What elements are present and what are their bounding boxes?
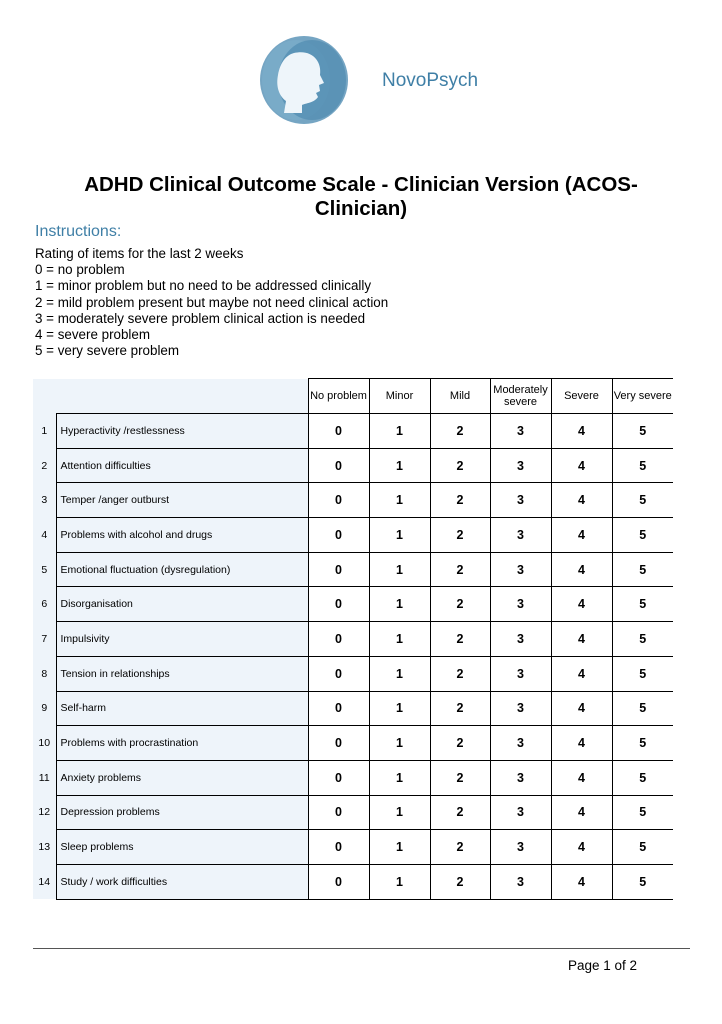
table-row [33, 622, 673, 657]
rating-option[interactable]: 3 [490, 483, 551, 518]
rating-option[interactable]: 1 [369, 795, 430, 830]
column-header-severe: Severe [551, 379, 612, 414]
rating-option[interactable]: 2 [430, 830, 490, 865]
rating-option[interactable]: 1 [369, 622, 430, 657]
rating-option[interactable]: 3 [490, 448, 551, 483]
rating-option[interactable]: 0 [308, 587, 369, 622]
rating-option[interactable]: 5 [612, 483, 673, 518]
rating-option[interactable]: 3 [490, 518, 551, 553]
rating-option[interactable]: 1 [369, 518, 430, 553]
instruction-line: 0 = no problem [35, 262, 125, 278]
rating-option[interactable]: 5 [612, 691, 673, 726]
rating-option[interactable]: 2 [430, 587, 490, 622]
table-row [33, 656, 673, 691]
item-number: 5 [33, 552, 56, 587]
item-label: Problems with alcohol and drugs [56, 518, 308, 553]
rating-option[interactable]: 1 [369, 726, 430, 761]
rating-option[interactable]: 1 [369, 830, 430, 865]
rating-option[interactable]: 4 [551, 448, 612, 483]
rating-option[interactable]: 2 [430, 622, 490, 657]
page-title: ADHD Clinical Outcome Scale - Clinician Version (ACOS-Clinician) [84, 173, 638, 220]
item-label: Impulsivity [56, 622, 308, 657]
rating-option[interactable]: 1 [369, 483, 430, 518]
item-label: Anxiety problems [56, 760, 308, 795]
rating-option[interactable]: 1 [369, 552, 430, 587]
column-header-moderately-severe: Moderately severe [490, 379, 551, 414]
instructions-heading: Instructions: [35, 223, 122, 240]
rating-option[interactable]: 3 [490, 864, 551, 899]
table-body [33, 414, 673, 900]
header-blank [33, 379, 56, 414]
rating-option[interactable]: 4 [551, 726, 612, 761]
rating-option[interactable]: 0 [308, 552, 369, 587]
rating-option[interactable]: 0 [308, 518, 369, 553]
table-row [33, 518, 673, 553]
rating-option[interactable]: 2 [430, 483, 490, 518]
rating-option[interactable]: 3 [490, 656, 551, 691]
rating-option[interactable]: 3 [490, 760, 551, 795]
table-row [33, 552, 673, 587]
item-label: Disorganisation [56, 587, 308, 622]
table-row [33, 448, 673, 483]
rating-option[interactable]: 4 [551, 587, 612, 622]
item-label: Self-harm [56, 691, 308, 726]
table-row [33, 483, 673, 518]
rating-option[interactable]: 0 [308, 622, 369, 657]
rating-option[interactable]: 2 [430, 518, 490, 553]
novopsych-logo-icon [256, 33, 352, 127]
rating-option[interactable]: 2 [430, 414, 490, 449]
page-header [0, 0, 722, 140]
item-number: 9 [33, 691, 56, 726]
item-label: Temper /anger outburst [56, 483, 308, 518]
rating-option[interactable]: 2 [430, 552, 490, 587]
rating-option[interactable]: 3 [490, 691, 551, 726]
instruction-line: Rating of items for the last 2 weeks [35, 246, 244, 261]
column-header-mild: Mild [430, 379, 490, 414]
rating-option[interactable]: 4 [551, 691, 612, 726]
item-number: 14 [33, 864, 56, 899]
table-row [33, 691, 673, 726]
instruction-line: 1 = minor problem but no need to be addressed clinically [35, 278, 372, 294]
rating-option[interactable]: 3 [490, 795, 551, 830]
footer-divider [33, 948, 690, 949]
item-number: 11 [33, 760, 56, 795]
rating-option[interactable]: 4 [551, 760, 612, 795]
brand-name: NovoPsych [382, 70, 479, 91]
rating-option[interactable]: 0 [308, 864, 369, 899]
rating-option[interactable]: 5 [612, 518, 673, 553]
item-number: 12 [33, 795, 56, 830]
table-row [33, 830, 673, 865]
rating-option[interactable]: 5 [612, 448, 673, 483]
rating-option[interactable]: 0 [308, 795, 369, 830]
rating-option[interactable]: 1 [369, 656, 430, 691]
rating-option[interactable]: 3 [490, 587, 551, 622]
rating-option[interactable]: 4 [551, 656, 612, 691]
item-label: Sleep problems [56, 830, 308, 865]
rating-option[interactable]: 1 [369, 864, 430, 899]
item-number: 13 [33, 830, 56, 865]
rating-option[interactable]: 4 [551, 414, 612, 449]
rating-option[interactable]: 5 [612, 656, 673, 691]
item-number: 2 [33, 448, 56, 483]
item-label: Tension in relationships [56, 656, 308, 691]
item-label: Depression problems [56, 795, 308, 830]
rating-option[interactable]: 0 [308, 656, 369, 691]
rating-option[interactable]: 1 [369, 691, 430, 726]
instruction-line: 3 = moderately severe problem clinical action is needed [35, 310, 366, 326]
rating-option[interactable]: 3 [490, 414, 551, 449]
instruction-line: 4 = severe problem [35, 327, 150, 343]
instruction-line: 5 = very severe problem [35, 343, 180, 359]
rating-option[interactable]: 5 [612, 760, 673, 795]
rating-option[interactable]: 1 [369, 587, 430, 622]
rating-option[interactable]: 4 [551, 795, 612, 830]
rating-option[interactable]: 0 [308, 760, 369, 795]
item-number: 7 [33, 622, 56, 657]
item-number: 6 [33, 587, 56, 622]
rating-option[interactable]: 0 [308, 414, 369, 449]
rating-option[interactable]: 5 [612, 795, 673, 830]
rating-option[interactable]: 4 [551, 483, 612, 518]
rating-table [33, 378, 673, 900]
rating-option[interactable]: 2 [430, 760, 490, 795]
rating-option[interactable]: 2 [430, 726, 490, 761]
rating-option[interactable]: 2 [430, 864, 490, 899]
rating-option[interactable]: 0 [308, 448, 369, 483]
column-header-no-problem: No problem [308, 379, 369, 414]
table-row [33, 864, 673, 899]
rating-option[interactable]: 4 [551, 552, 612, 587]
rating-option[interactable]: 5 [612, 587, 673, 622]
rating-option[interactable]: 0 [308, 830, 369, 865]
rating-option[interactable]: 1 [369, 448, 430, 483]
table-row [33, 760, 673, 795]
table-row [33, 726, 673, 761]
table-header-row [33, 379, 673, 414]
item-label: Attention difficulties [56, 448, 308, 483]
rating-option[interactable]: 3 [490, 552, 551, 587]
item-number: 1 [33, 414, 56, 449]
rating-option[interactable]: 2 [430, 795, 490, 830]
rating-option[interactable]: 0 [308, 726, 369, 761]
rating-option[interactable]: 4 [551, 830, 612, 865]
item-number: 10 [33, 726, 56, 761]
page-number: Page 1 of 2 [568, 958, 638, 973]
item-label: Study / work difficulties [56, 864, 308, 899]
item-label: Emotional fluctuation (dysregulation) [56, 552, 308, 587]
table-row [33, 795, 673, 830]
rating-option[interactable]: 2 [430, 691, 490, 726]
rating-option[interactable]: 5 [612, 726, 673, 761]
column-header-very-severe: Very severe [612, 379, 673, 414]
rating-option[interactable]: 2 [430, 656, 490, 691]
item-number: 8 [33, 656, 56, 691]
rating-option[interactable]: 0 [308, 691, 369, 726]
table-row [33, 587, 673, 622]
rating-option[interactable]: 4 [551, 864, 612, 899]
rating-option[interactable]: 1 [369, 760, 430, 795]
rating-option[interactable]: 2 [430, 448, 490, 483]
item-label: Hyperactivity /restlessness [56, 414, 308, 449]
rating-option[interactable]: 5 [612, 864, 673, 899]
item-label: Problems with procrastination [56, 726, 308, 761]
header-blank [56, 379, 308, 414]
rating-option[interactable]: 5 [612, 622, 673, 657]
instruction-line: 2 = mild problem present but maybe not need clinical action [35, 294, 389, 310]
rating-option[interactable]: 5 [612, 552, 673, 587]
instructions-text [35, 246, 388, 359]
rating-option[interactable]: 5 [612, 414, 673, 449]
rating-option[interactable]: 5 [612, 830, 673, 865]
rating-option[interactable]: 4 [551, 518, 612, 553]
rating-option[interactable]: 3 [490, 830, 551, 865]
rating-option[interactable]: 3 [490, 622, 551, 657]
table-row [33, 414, 673, 449]
rating-option[interactable]: 4 [551, 622, 612, 657]
item-number: 4 [33, 518, 56, 553]
item-number: 3 [33, 483, 56, 518]
column-header-minor: Minor [369, 379, 430, 414]
rating-option[interactable]: 0 [308, 483, 369, 518]
rating-option[interactable]: 1 [369, 414, 430, 449]
rating-option[interactable]: 3 [490, 726, 551, 761]
